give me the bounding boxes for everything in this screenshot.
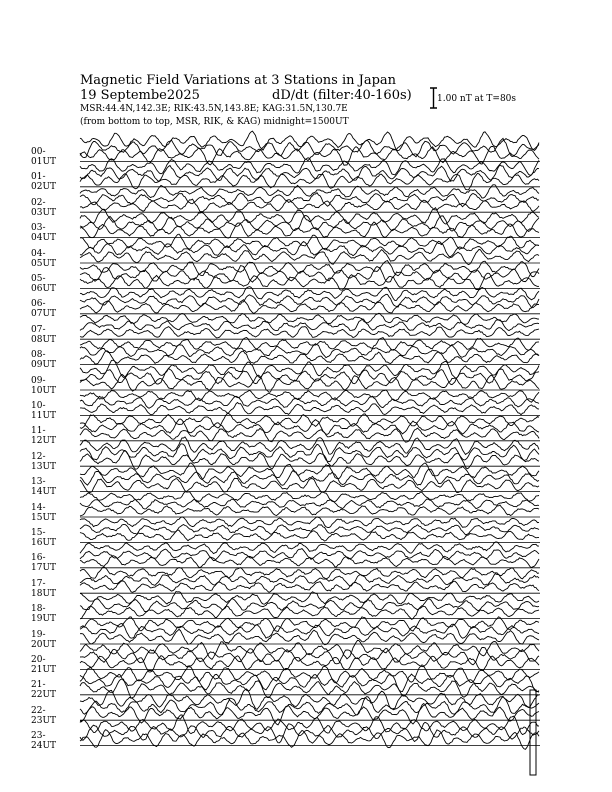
trace-rik [80, 469, 539, 485]
trace-msr [80, 300, 539, 314]
trace-rik [80, 138, 539, 157]
trace-rik [80, 294, 539, 307]
trace-msr [80, 273, 539, 290]
scale-label: 1.00 nT at T=80s [437, 94, 517, 104]
trace-rik [80, 697, 539, 715]
hour-label: 07-08UT [31, 324, 57, 345]
hour-label: 12-13UT [31, 451, 57, 472]
trace-msr [80, 606, 539, 620]
chart-mode: dD/dt (filter:40-160s) [272, 88, 412, 103]
trace-kag [80, 492, 539, 502]
trace-kag [80, 208, 539, 224]
trace-rik [80, 319, 539, 331]
chart-date: 19 Septembe2025 [80, 88, 200, 103]
chart-title: Magnetic Field Variations at 3 Stations in Japan [80, 73, 397, 88]
hour-label: 19-20UT [31, 629, 57, 650]
hour-label: 22-23UT [31, 705, 57, 726]
trace-rik [80, 344, 539, 358]
hour-label: 02-03UT [31, 197, 57, 218]
hour-label: 14-15UT [31, 502, 57, 523]
trace-rik [80, 444, 539, 462]
hour-label: 20-21UT [31, 655, 57, 675]
trace-kag [80, 517, 539, 528]
trace-msr [80, 173, 539, 190]
trace-kag [80, 640, 539, 659]
trace-rik [80, 574, 539, 587]
trace-rik [80, 216, 539, 232]
hour-label: 17-18UT [31, 578, 57, 599]
trace-kag [80, 313, 539, 324]
trace-rik [80, 599, 539, 612]
hour-label: 01-02UT [31, 172, 57, 193]
trace-kag [80, 390, 539, 402]
trace-msr [80, 374, 539, 392]
hour-label: 04-05UT [31, 248, 57, 269]
station-coordinates: MSR:44.4N,142.3E; RIK:43.5N,143.8E; KAG:31.5N,130.7E [80, 104, 348, 114]
trace-kag [80, 567, 539, 579]
hour-label: 00-01UT [31, 147, 57, 167]
trace-msr [80, 249, 539, 264]
hour-label: 10-11UT [31, 401, 57, 421]
hour-label: 13-14UT [31, 477, 57, 498]
hour-label: 05-06UT [31, 274, 57, 294]
trace-order-note: (from bottom to top, MSR, RIK, & KAG) midnight=1500UT [80, 117, 349, 127]
hour-label: 08-09UT [31, 350, 57, 371]
hour-label: 23-24UT [31, 731, 57, 752]
trace-msr [80, 428, 539, 442]
trace-msr [80, 199, 539, 212]
hour-label: 09-10UT [31, 375, 57, 396]
trace-kag [80, 158, 539, 175]
trace-rik [80, 165, 539, 181]
hour-label: 21-22UT [31, 680, 57, 701]
hour-label: 03-04UT [31, 223, 57, 244]
trace-rik [80, 648, 539, 665]
trace-msr [80, 505, 539, 516]
trace-rik [80, 368, 539, 384]
trace-kag [80, 542, 539, 554]
trace-msr [80, 146, 539, 165]
scale-bar [430, 88, 437, 108]
hour-label: 06-07UT [31, 299, 57, 320]
hour-label: 18-19UT [31, 604, 57, 625]
trace-msr [80, 222, 539, 238]
hour-label: 15-16UT [31, 528, 57, 548]
trace-msr [80, 478, 539, 492]
hour-label: 16-17UT [31, 553, 57, 574]
hour-label: 11-12UT [31, 426, 57, 447]
